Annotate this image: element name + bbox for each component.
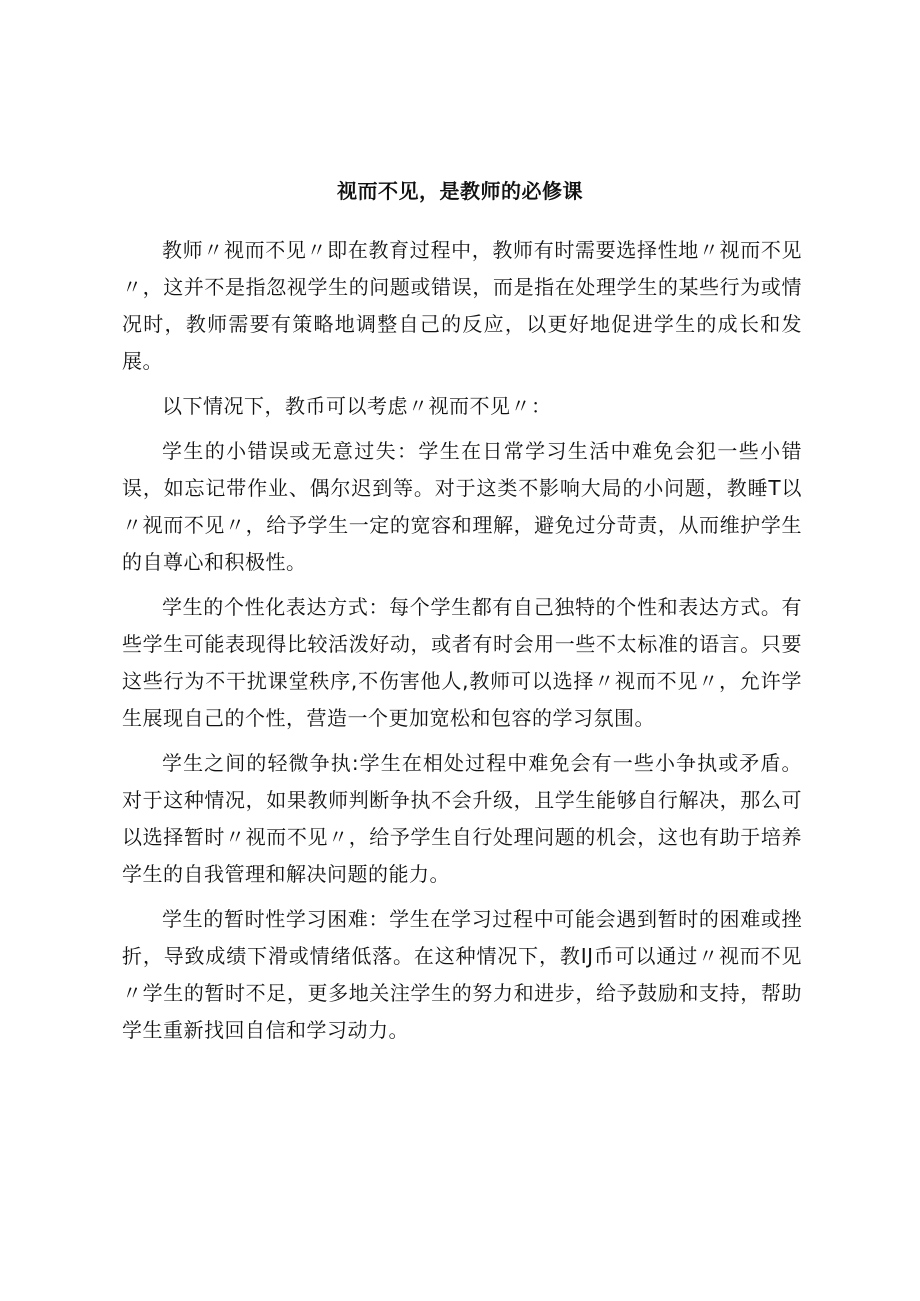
paragraph-intro: 教师〃视而不见〃即在教育过程中，教师有时需要选择性地〃视而不见〃，这并不是指忽视学生的问题或错误，而是指在处理学生的某些行为或情况时，教师需要有策略地调整自己的反应，以更好地促进学生的成长和发展。 xyxy=(122,238,802,373)
document-title: 视而不见，是教师的必修课 xyxy=(337,179,583,203)
document-body xyxy=(122,232,802,1057)
paragraph-small-mistakes: 学生的小错误或无意过失：学生在日常学习生活中难免会犯一些小错误，如忘记带作业、偶尔迟到等。对于这类不影响大局的小问题，教睡T以〃视而不见〃，给予学生一定的宽容和理解，避免过分苛责，从而维护学生的自尊心和积极性。 xyxy=(122,439,802,574)
paragraph-situations-lead: 以下情况下，教币可以考虑〃视而不见〃： xyxy=(162,394,552,418)
paragraph-personal-expression: 学生的个性化表达方式：每个学生都有自己独特的个性和表达方式。有些学生可能表现得比较活泼好动，或者有时会用一些不太标准的语言。只要这些行为不干扰课堂秩序,不伤害他人,教师可以选择〃视而不见〃，允许学生展现自己的个性，营造一个更加宽松和包容的学习氛围。 xyxy=(122,595,802,730)
paragraph-minor-disputes: 学生之间的轻微争执:学生在相处过程中难免会有一些小争执或矛盾。对于这种情况，如果教师判断争执不会升级，且学生能够自行解决，那么可以选择暂时〃视而不见〃，给予学生自行处理问题的机会，这也有助于培养学生的自我管理和解决问题的能力。 xyxy=(122,751,802,886)
paragraph-learning-difficulties: 学生的暂时性学习困难：学生在学习过程中可能会遇到暂时的困难或挫折，导致成绩下滑或情绪低落。在这种情况下，教IJ币可以通过〃视而不见〃学生的暂时不足，更多地关注学生的努力和进步，给予鼓励和支持，帮助学生重新找回自信和学习动力。 xyxy=(122,907,802,1042)
